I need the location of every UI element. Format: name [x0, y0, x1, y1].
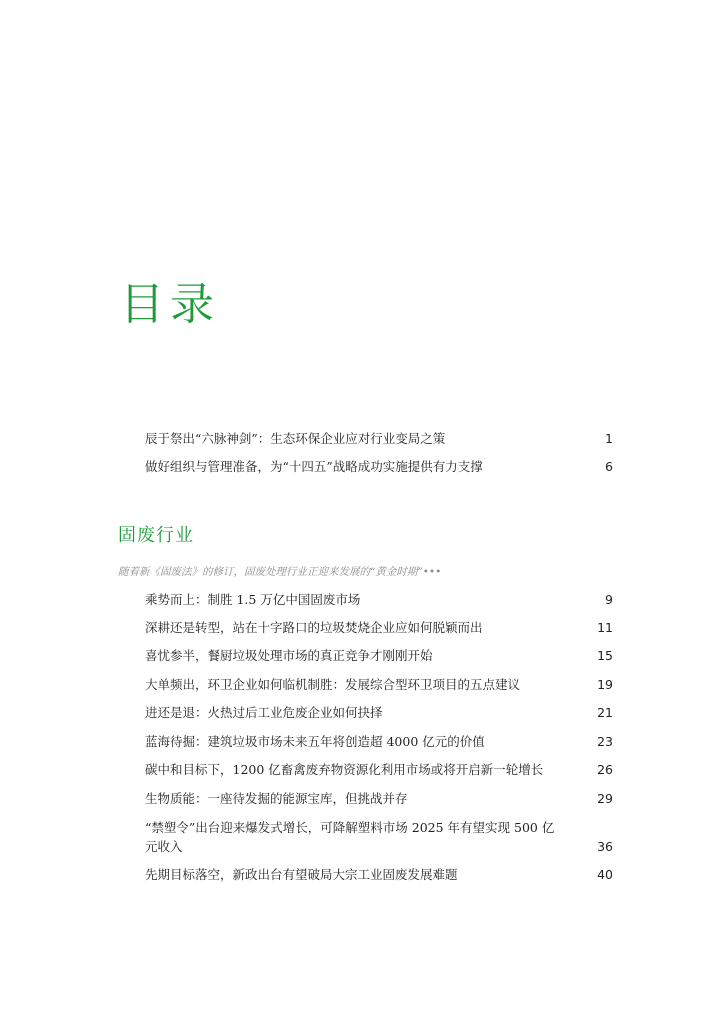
toc-entry-title: 生物质能：一座待发掘的能源宝库，但挑战并存	[145, 791, 408, 806]
page-title: 目录	[120, 279, 220, 330]
toc-entry-title: 先期目标落空，新政出台有望破局大宗工业固废发展难题	[145, 867, 458, 882]
toc-entry[interactable]	[145, 675, 613, 694]
toc-entry-title: 大单频出，环卫企业如何临机制胜：发展综合型环卫项目的五点建议	[145, 677, 521, 692]
toc-entry[interactable]	[145, 457, 613, 476]
toc-entry-page: 40	[597, 867, 613, 882]
toc-entry-page: 21	[597, 705, 613, 720]
toc-entry[interactable]	[145, 732, 613, 751]
toc-entry-page: 26	[597, 762, 613, 777]
toc-entry-title: 辰于祭出“六脉神剑”：生态环保企业应对行业变局之策	[145, 431, 446, 446]
section-title: 固废行业	[118, 525, 194, 546]
toc-entry[interactable]	[145, 789, 613, 808]
toc-entry[interactable]	[145, 865, 613, 884]
section-subtitle: 随着新《固废法》的修订，固废处理行业正迎来发展的“黄金时期”•••	[118, 566, 442, 578]
toc-entry[interactable]	[145, 760, 613, 779]
toc-entry-page: 36	[597, 839, 613, 854]
toc-entry-page: 11	[597, 620, 613, 635]
toc-entry-page: 6	[605, 459, 613, 474]
toc-entry[interactable]	[145, 703, 613, 722]
toc-entry-title: 碳中和目标下，1200 亿畜禽废弃物资源化利用市场或将开启新一轮增长	[145, 762, 544, 777]
toc-entry[interactable]	[145, 646, 613, 665]
toc-entry-page: 9	[605, 592, 613, 607]
toc-entry-page: 15	[597, 648, 613, 663]
toc-entry-title: 乘势而上：制胜 1.5 万亿中国固废市场	[145, 592, 361, 607]
toc-entry-title: 蓝海待掘：建筑垃圾市场未来五年将创造超 4000 亿元的价值	[145, 734, 485, 749]
toc-entry-title: 喜忧参半，餐厨垃圾处理市场的真正竞争才刚刚开始	[145, 648, 433, 663]
toc-entry-title: 做好组织与管理准备，为“十四五”战略成功实施提供有力支撑	[145, 459, 483, 474]
toc-entry[interactable]	[145, 618, 613, 637]
toc-entry-page: 23	[597, 734, 613, 749]
toc-entry[interactable]	[145, 818, 613, 856]
toc-entry[interactable]	[145, 590, 613, 609]
toc-entry-page: 1	[605, 431, 613, 446]
toc-entry-page: 19	[597, 677, 613, 692]
toc-entry-page: 29	[597, 791, 613, 806]
toc-entry-title: 深耕还是转型，站在十字路口的垃圾焚烧企业应如何脱颖而出	[145, 620, 483, 635]
toc-entry-title: “禁塑令”出台迎来爆发式增长，可降解塑料市场 2025 年有望实现 500 亿元收入	[145, 820, 555, 854]
toc-entry-title: 进还是退：火热过后工业危废企业如何抉择	[145, 705, 383, 720]
toc-entry[interactable]	[145, 429, 613, 448]
